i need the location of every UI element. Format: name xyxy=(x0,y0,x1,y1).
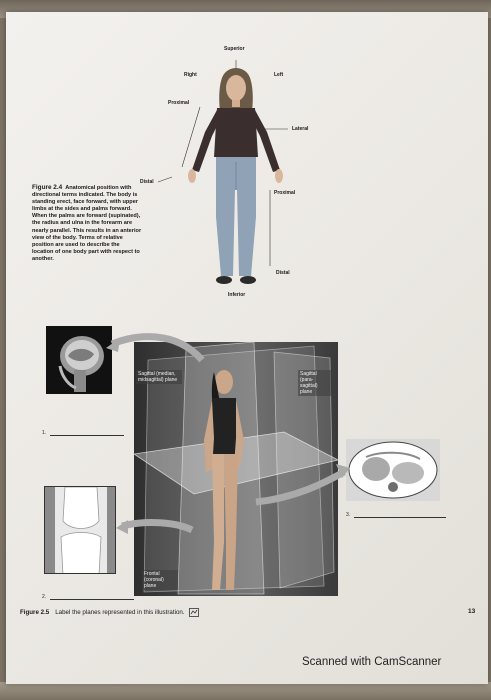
neck xyxy=(232,100,240,107)
arrow-to-transverse xyxy=(256,472,344,502)
label-frontal: Frontal (coronal) plane xyxy=(142,570,178,590)
blank-2-line[interactable] xyxy=(50,599,134,600)
plane-arrows xyxy=(6,312,488,562)
label-distal-hand: Distal xyxy=(140,179,154,185)
right-shoe xyxy=(216,276,232,284)
blank-1-line[interactable] xyxy=(50,435,124,436)
caption-label: Figure 2.4 xyxy=(32,184,63,191)
label-distal-leg: Distal xyxy=(276,270,290,276)
table-surface-bottom xyxy=(0,682,491,700)
blank-3-number: 3. xyxy=(346,512,351,518)
blank-3-line[interactable] xyxy=(354,517,446,518)
label-superior: Superior xyxy=(224,46,245,52)
distal-hand-leader xyxy=(158,177,172,182)
right-hand xyxy=(188,169,196,183)
head xyxy=(226,75,246,101)
figure-2-5-title xyxy=(20,608,280,617)
caption-text: Anatomical position with directional terms indicated. The body is standing erect, face forward, with upper limbs at the sides and palms forward. When the palms are forward (supinated), the radius and ulna in the forearm are nearly parallel. This results in an anterior view of the body. Terms of relative position are used to describe the location of one body part with respect to another. xyxy=(32,185,142,262)
label-sagittal-median: Sagittal (median, midsagittal) plane xyxy=(136,370,182,384)
scanned-page xyxy=(6,12,488,684)
label-proximal-leg: Proximal xyxy=(274,190,296,196)
label-proximal-arm: Proximal xyxy=(168,100,190,106)
figure-2-5-text: Label the planes represented in this illustration. xyxy=(55,609,185,617)
page-number: 13 xyxy=(468,608,476,615)
anatomical-figure xyxy=(6,12,488,312)
left-shoe xyxy=(240,276,256,284)
figure-2-4-caption xyxy=(32,184,142,263)
label-lateral: Lateral xyxy=(292,126,309,132)
figure-2-5-number: Figure 2.5 xyxy=(20,609,50,617)
blank-1-number: 1. xyxy=(42,430,47,436)
arrow-to-knee xyxy=(122,523,192,530)
label-left: Left xyxy=(274,72,284,78)
left-hand xyxy=(275,169,283,183)
torso xyxy=(214,108,258,157)
activity-icon xyxy=(189,608,199,617)
camscanner-watermark: Scanned with CamScanner xyxy=(302,656,442,668)
blank-2-number: 2. xyxy=(42,594,47,600)
label-right: Right xyxy=(184,72,197,78)
arrow-to-mri xyxy=(112,337,202,360)
label-inferior: Inferior xyxy=(228,292,246,298)
label-sagittal-para: Sagittal (para-sagittal) plane xyxy=(298,370,332,396)
